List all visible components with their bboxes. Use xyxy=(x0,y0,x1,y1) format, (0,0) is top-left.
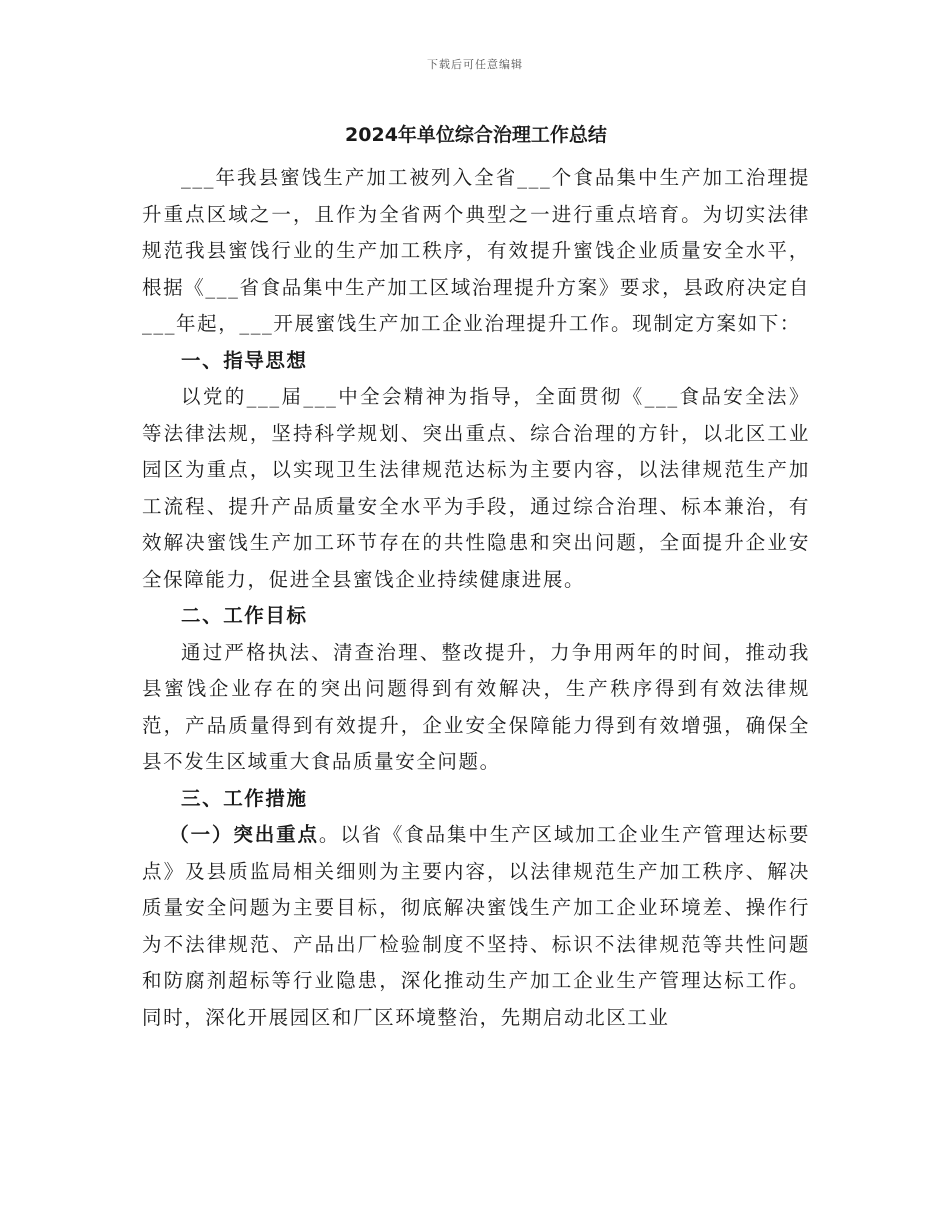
document-body xyxy=(142,118,810,1036)
section-heading-work-measures: 三、工作措施 xyxy=(181,786,308,810)
section-heading-guiding-ideology: 一、指导思想 xyxy=(181,348,308,372)
document-title: 2024年单位综合治理工作总结 xyxy=(345,124,607,146)
section-paragraph-work-goals: 通过严格执法、清查治理、整改提升，力争用两年的时间，推动我县蜜饯企业存在的突出问题得到有效解决，生产秩序得到有效法律规范，产品质量得到有效提升，企业安全保障能力得到有效增强，确保全县不发生区域重大食品质量安全问题。 xyxy=(142,640,810,773)
intro-paragraph: ___年我县蜜饯生产加工被列入全省___个食品集中生产加工治理提升重点区域之一，且作为全省两个典型之一进行重点培育。为切实法律规范我县蜜饯行业的生产加工秩序，有效提升蜜饯企业质量安全水平，根据《___省食品集中生产加工区域治理提升方案》要求，县政府决定自___年起，___开展蜜饯生产加工企业治理提升工作。现制定方案如下： xyxy=(142,166,810,335)
header-note: 下载后可任意编辑 xyxy=(427,58,523,71)
subsection-lead: （一）突出重点 xyxy=(169,823,319,846)
section-paragraph-work-measures xyxy=(142,817,810,1036)
section-heading-work-goals: 二、工作目标 xyxy=(181,604,308,627)
subsection-text: 。以省《食品集中生产区域加工企业生产管理达标要点》及县质监局相关细则为主要内容，以法律规范生产加工秩序、解决质量安全问题为主要目标，彻底解决蜜饯生产加工企业环境差、操作行为不法律规范、产品出厂检验制度不坚持、标识不法律规范等共性问题和防腐剂超标等行业隐患，深化推动生产加工企业生产管理达标工作。同时，深化开展园区和厂区环境整治，先期启动北区工业 xyxy=(142,823,810,1029)
section-paragraph-guiding-ideology: 以党的___届___中全会精神为指导，全面贯彻《___食品安全法》等法律法规，坚持科学规划、突出重点、综合治理的方针，以北区工业园区为重点，以实现卫生法律规范达标为主要内容，以法律规范生产加工流程、提升产品质量安全水平为手段，通过综合治理、标本兼治，有效解决蜜饯生产加工环节存在的共性隐患和突出问题，全面提升企业安全保障能力，促进全县蜜饯企业持续健康进展。 xyxy=(142,385,810,591)
